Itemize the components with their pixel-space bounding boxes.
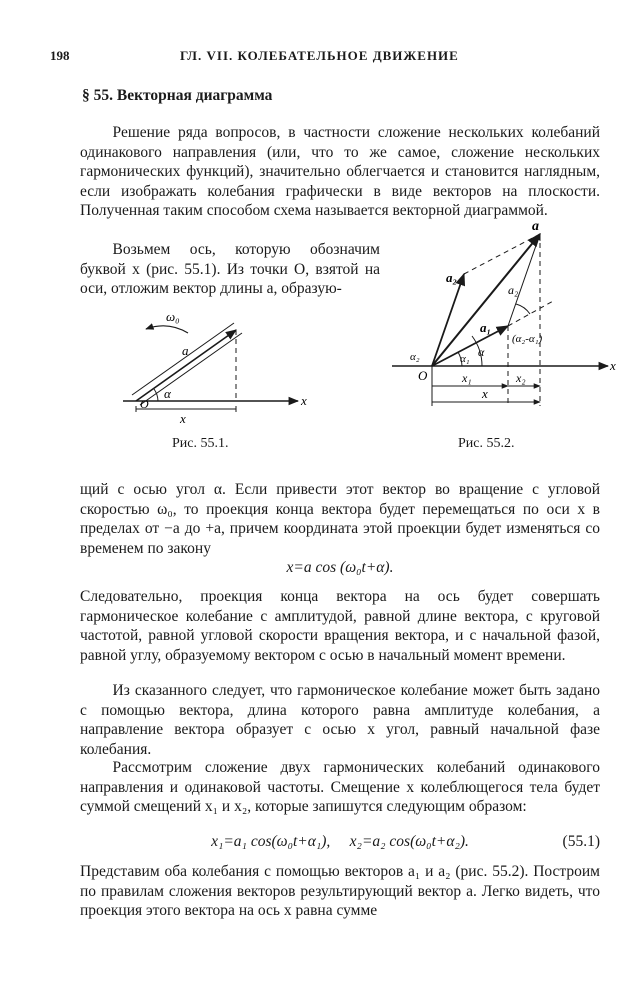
rotation-arrow <box>146 326 188 333</box>
rotation-band-outline <box>140 333 242 405</box>
equation-55-1-text: x₁=a₁ cos(ω₀t+α₁), x₂=a₂ cos(ω₀t+α₂). <box>211 833 469 850</box>
page-number: 198 <box>50 48 70 63</box>
intro-block <box>80 123 600 221</box>
section-title: § 55. Векторная диаграмма <box>82 87 273 104</box>
vector-a <box>432 234 540 366</box>
equation-55-1 <box>80 833 600 851</box>
a2-shift-label: a₂ <box>508 283 519 297</box>
a2-label: a₂ <box>446 270 458 285</box>
rotation-block <box>80 480 600 558</box>
paragraph: Рассмотрим сложение двух гармонических колебаний одинакового направления и одинаковой частоты. Смещение x колеблющегося тела будет суммой смещений x₁ и x₂, которые запишутся следующим образом: <box>80 759 600 816</box>
alpha2-label: α₂ <box>410 351 420 363</box>
paragraph: Решение ряда вопросов, в частности сложение нескольких колебаний одинакового направления (или, что то же самое, сложение нескольких гармонических функций), значительно облегчается и становится наглядным, если изображать колебания графически в виде векторов на плоскости. Полученная таким способом схема называется векторной диаграммой. <box>80 124 600 220</box>
x2-label: x₂ <box>516 371 526 385</box>
vector-def-block <box>80 681 600 759</box>
x1-label: x₁ <box>462 371 472 385</box>
alpha-label: α <box>164 386 171 401</box>
a1-label: a₁ <box>480 320 492 335</box>
axis-label: x <box>610 358 616 373</box>
axis-block <box>80 240 380 299</box>
diff-label: (α₂-α₁) <box>512 333 543 345</box>
origin-label: O <box>418 368 428 383</box>
rotation-band-outline <box>132 323 234 395</box>
equation-1: x=a cos (ω₀t+α). <box>286 559 394 576</box>
paragraph: щий с осью угол α. Если привести этот вектор во вращение с угловой скоростью ω₀, то проекция конца вектора будет перемещаться по оси x в пределах от −a до +a, причем координата этой проекции будет изменяться со временем по закону <box>80 481 600 557</box>
final-block <box>80 862 600 921</box>
origin-label: O <box>140 397 149 411</box>
conclusion-block <box>80 587 600 665</box>
diff-arc <box>516 304 530 314</box>
alpha-label: α <box>478 345 485 359</box>
running-title: ГЛ. VII. КОЛЕБАТЕЛЬНОЕ ДВИЖЕНИЕ <box>180 48 459 63</box>
paragraph: Из сказанного следует, что гармоническое колебание может быть задано с помощью вектора, длина которого равна амплитуде колебания, а направление вектора образует с осью x угол, равный начальной фазе колебания. <box>80 682 600 758</box>
page-header <box>50 48 596 68</box>
addition-block <box>80 758 600 817</box>
figure-55-2-caption: Рис. 55.2. <box>458 436 515 451</box>
figure-55-1-caption: Рис. 55.1. <box>172 436 229 451</box>
paragraph: Представим оба колебания с помощью векторов a₁ и a₂ (рис. 55.2). Построим по правилам сложения векторов результирующий вектор a. Легко видеть, что проекция этого вектора на ось x равна сумме <box>80 863 600 920</box>
a-label: a <box>532 219 539 234</box>
equation-number: (55.1) <box>562 833 600 850</box>
figure-55-1 <box>118 305 318 430</box>
figure-55-2 <box>390 218 620 418</box>
projection-label: x <box>180 411 186 426</box>
a-label: a <box>182 343 189 358</box>
a1-extension <box>508 300 555 326</box>
vector-a <box>136 330 236 401</box>
alpha1-label: α₁ <box>460 353 470 365</box>
paragraph: Следовательно, проекция конца вектора на ось будет совершать гармоническое колебание с амплитудой, равной длине вектора, с круговой частотой, равной угловой скорости вращения вектора, и с начальной фазой, равной углу, образуемому вектором с осью в начальный момент времени. <box>80 588 600 664</box>
omega-label: ω₀ <box>166 309 180 324</box>
x-sum-label: x <box>482 386 488 401</box>
paragraph: Возьмем ось, которую обозначим буквой x (рис. 55.1). Из точки O, взятой на оси, отложим вектор длины a, образую- <box>80 241 380 298</box>
axis-label: x <box>301 393 307 408</box>
